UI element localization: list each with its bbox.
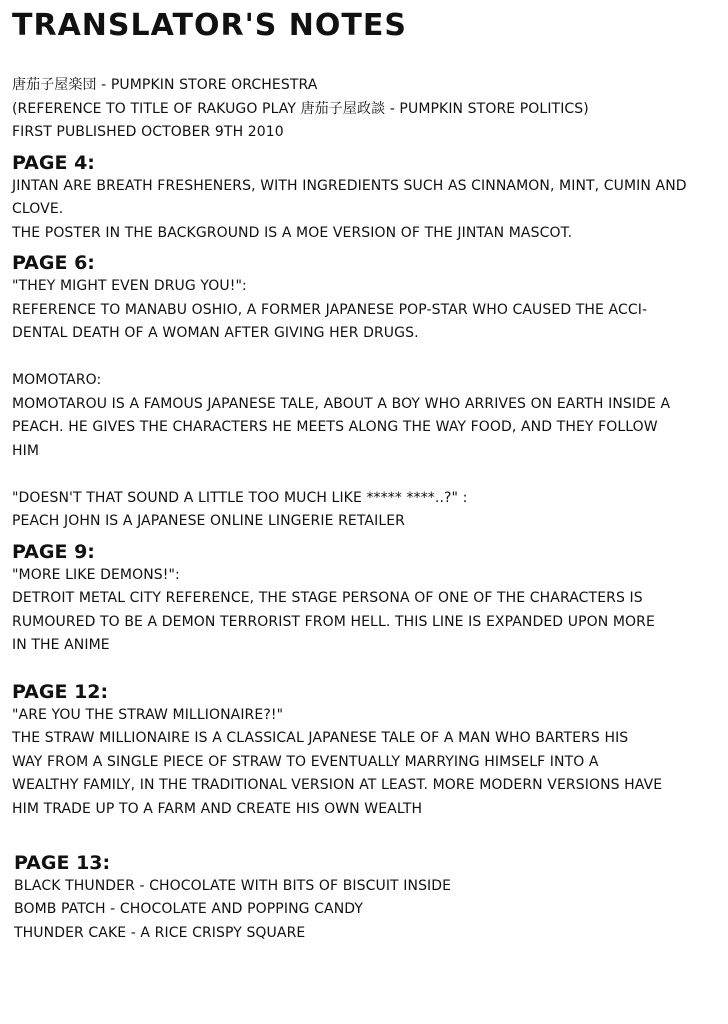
note-line: MOMOTAROU IS A FAMOUS JAPANESE TALE, ABOUT A BOY WHO ARRIVES ON EARTH INSIDE A — [12, 395, 671, 412]
section-page-13 — [12, 851, 718, 946]
note-line: BLACK THUNDER - CHOCOLATE WITH BITS OF BISCUIT INSIDE — [14, 877, 452, 894]
note-line: THE POSTER IN THE BACKGROUND IS A MOE VERSION OF THE JINTAN MASCOT. — [12, 224, 573, 241]
note-line: JINTAN ARE BREATH FRESHENERS, WITH INGREDIENTS SUCH AS CINNAMON, MINT, CUMIN AND — [12, 177, 687, 194]
page-title: TRANSLATOR'S NOTES — [12, 8, 407, 43]
section-heading: PAGE 9: — [12, 540, 95, 563]
section-heading: PAGE 4: — [12, 151, 95, 174]
spacer — [12, 821, 718, 845]
section-page-4 — [12, 151, 718, 246]
intro-line: 唐茄子屋楽団 - PUMPKIN STORE ORCHESTRA — [12, 77, 318, 93]
section-page-9 — [12, 540, 718, 658]
note-line: DENTAL DEATH OF A WOMAN AFTER GIVING HER DRUGS. — [12, 325, 419, 341]
note-line: HIM TRADE UP TO A FARM AND CREATE HIS OWN WEALTH — [12, 800, 423, 817]
section-heading: PAGE 13: — [14, 851, 111, 874]
note-line: BOMB PATCH - CHOCOLATE AND POPPING CANDY — [14, 901, 364, 917]
note-line: WAY FROM A SINGLE PIECE OF STRAW TO EVENTUALLY MARRYING HIMSELF INTO A — [12, 753, 599, 770]
note-line: "MORE LIKE DEMONS!": — [12, 566, 180, 583]
note-line: "DOESN'T THAT SOUND A LITTLE TOO MUCH LIKE ***** ****..?" : — [12, 489, 468, 506]
note-line: PEACH JOHN IS A JAPANESE ONLINE LINGERIE RETAILER — [12, 513, 406, 529]
note-line: THUNDER CAKE - A RICE CRISPY SQUARE — [14, 924, 306, 941]
note-line: HIM — [12, 442, 40, 459]
note-line: DETROIT METAL CITY REFERENCE, THE STAGE PERSONA OF ONE OF THE CHARACTERS IS — [12, 590, 643, 606]
note-line: REFERENCE TO MANABU OSHIO, A FORMER JAPANESE POP-STAR WHO CAUSED THE ACCI- — [12, 301, 648, 318]
note-line: MOMOTARO: — [12, 372, 102, 388]
note-line: CLOVE. — [12, 201, 64, 217]
note-line: IN THE ANIME — [12, 637, 110, 653]
intro-block — [12, 74, 718, 145]
note-line: "ARE YOU THE STRAW MILLIONAIRE?!" — [12, 706, 284, 723]
note-line: PEACH. HE GIVES THE CHARACTERS HE MEETS ALONG THE WAY FOOD, AND THEY FOLLOW — [12, 419, 658, 435]
section-heading: PAGE 12: — [12, 680, 109, 703]
section-heading: PAGE 6: — [12, 252, 95, 274]
note-line: WEALTHY FAMILY, IN THE TRADITIONAL VERSION AT LEAST. MORE MODERN VERSIONS HAVE — [12, 777, 663, 793]
section-page-12 — [12, 680, 718, 822]
note-line: THE STRAW MILLIONAIRE IS A CLASSICAL JAPANESE TALE OF A MAN WHO BARTERS HIS — [12, 730, 629, 746]
note-line: "THEY MIGHT EVEN DRUG YOU!": — [12, 278, 247, 294]
spacer — [12, 463, 718, 487]
spacer — [12, 346, 718, 370]
spacer — [12, 658, 718, 674]
section-page-6 — [12, 251, 718, 534]
intro-line: (REFERENCE TO TITLE OF RAKUGO PLAY 唐茄子屋政談 - PUMPKIN STORE POLITICS) — [12, 100, 589, 117]
note-line: RUMOURED TO BE A DEMON TERRORIST FROM HELL. THIS LINE IS EXPANDED UPON MORE — [12, 613, 655, 630]
intro-line: FIRST PUBLISHED OCTOBER 9TH 2010 — [12, 124, 284, 140]
